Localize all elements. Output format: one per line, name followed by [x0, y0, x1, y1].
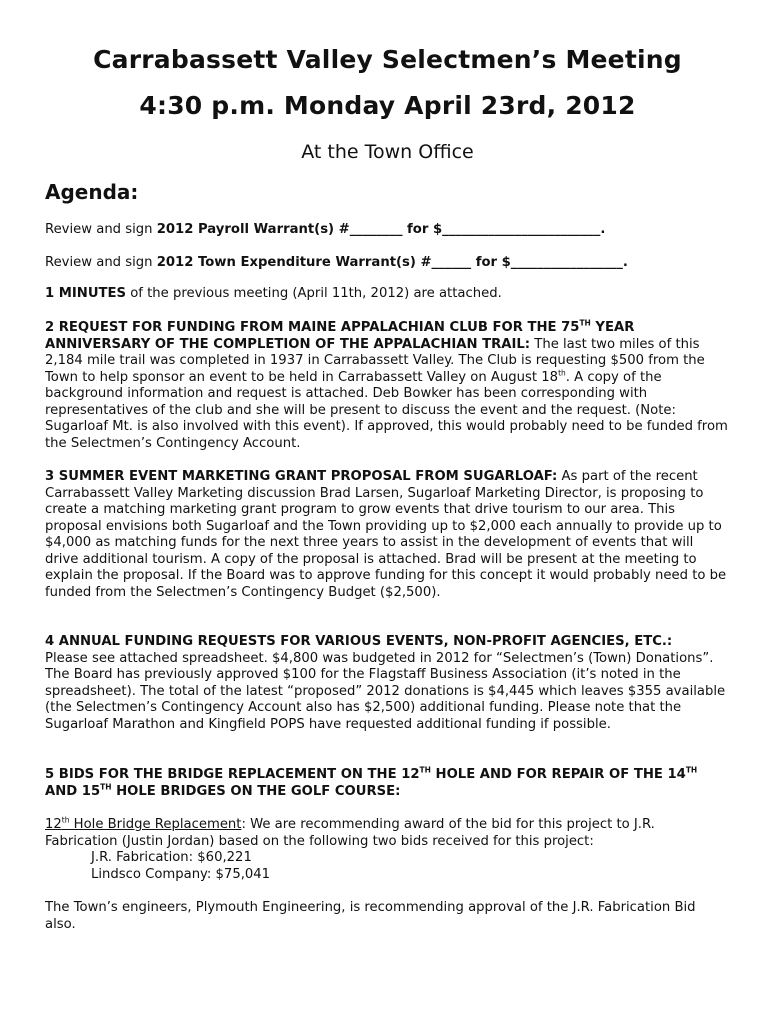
bid-jr-fabrication: J.R. Fabrication: $60,221	[91, 850, 252, 865]
meeting-location: At the Town Office	[301, 141, 474, 163]
item-3-sugarloaf-grant: 3 SUMMER EVENT MARKETING GRANT PROPOSAL FROM SUGARLOAF: As part of the recent Carrabassett Valley Marketing discussion Brad Larsen, Sugarloaf Marketing Director, is proposing to create a matching marketing grant program to grow events that drive tourism to our area. This proposal envisions both Sugarloaf and the Town providing up to $2,000 each annually to provide up to $4,000 as matching funds for the next three years to assist in the development of events that will drive additional tourism. A copy of the proposal is attached. Brad will be present at the meeting to explain the proposal. If the Board was to approve funding for this concept it would probably need to be funded from the Selectmen’s Contingency Budget ($2,500).	[45, 469, 727, 600]
item-5-bridge-bids: 5 BIDS FOR THE BRIDGE REPLACEMENT ON THE 12TH HOLE AND FOR REPAIR OF THE 14TH AND 15TH HOLE BRIDGES ON THE GOLF COURSE:	[45, 765, 698, 799]
payroll-warrant-line: Review and sign 2012 Payroll Warrant(s) #________ for $________________________.	[45, 222, 606, 237]
item-2-appalachian-club: 2 REQUEST FOR FUNDING FROM MAINE APPALACHIAN CLUB FOR THE 75TH YEAR ANNIVERSARY OF THE COMPLETION OF THE APPALACHIAN TRAIL: The last two miles of this 2,184 mile trail was completed in 1937 in Carrabassett Valley. The Club is requesting $500 from the Town to help sponsor an event to be held in Carrabassett Valley on August 18th. A copy of the background information and request is attached. Deb Bowker has been corresponding with representatives of the club and she will be present to discuss the event and the request. (Note: Sugarloaf Mt. is also involved with this event). If approved, this would probably need to be funded from the Selectmen’s Contingency Account.	[45, 318, 728, 451]
meeting-title: Carrabassett Valley Selectmen’s Meeting	[93, 45, 682, 74]
bridge-replacement-paragraph: 12th Hole Bridge Replacement: We are recommending award of the bid for this project to J.R. Fabrication (Justin Jordan) based on the following two bids received for this project: J.R. Fabrication: $60,221 Lindsco Company: $75,041	[45, 817, 730, 883]
expenditure-warrant-line: Review and sign 2012 Town Expenditure Warrant(s) #______ for $_________________.	[45, 255, 628, 270]
agenda-heading: Agenda:	[45, 180, 139, 204]
meeting-datetime: 4:30 p.m. Monday April 23rd, 2012	[139, 91, 636, 120]
item-1-minutes: 1 MINUTES of the previous meeting (April 11th, 2012) are attached.	[45, 286, 502, 301]
engineer-recommendation: The Town’s engineers, Plymouth Engineering, is recommending approval of the J.R. Fabrication Bid also.	[45, 900, 696, 932]
item-4-funding-requests: 4 ANNUAL FUNDING REQUESTS FOR VARIOUS EVENTS, NON-PROFIT AGENCIES, ETC.: Please see attached spreadsheet. $4,800 was budgeted in 2012 for “Selectmen’s (Town) Donations”. The Board has previously approved $100 for the Flagstaff Business Association (it’s noted in the spreadsheet). The total of the latest “proposed” 2012 donations is $4,445 which leaves $355 available (the Selectmen’s Contingency Account also has $2,500) additional funding. Please note that the Sugarloaf Marathon and Kingfield POPS have requested additional funding if possible.	[45, 634, 726, 732]
bid-lindsco: Lindsco Company: $75,041	[91, 866, 271, 882]
